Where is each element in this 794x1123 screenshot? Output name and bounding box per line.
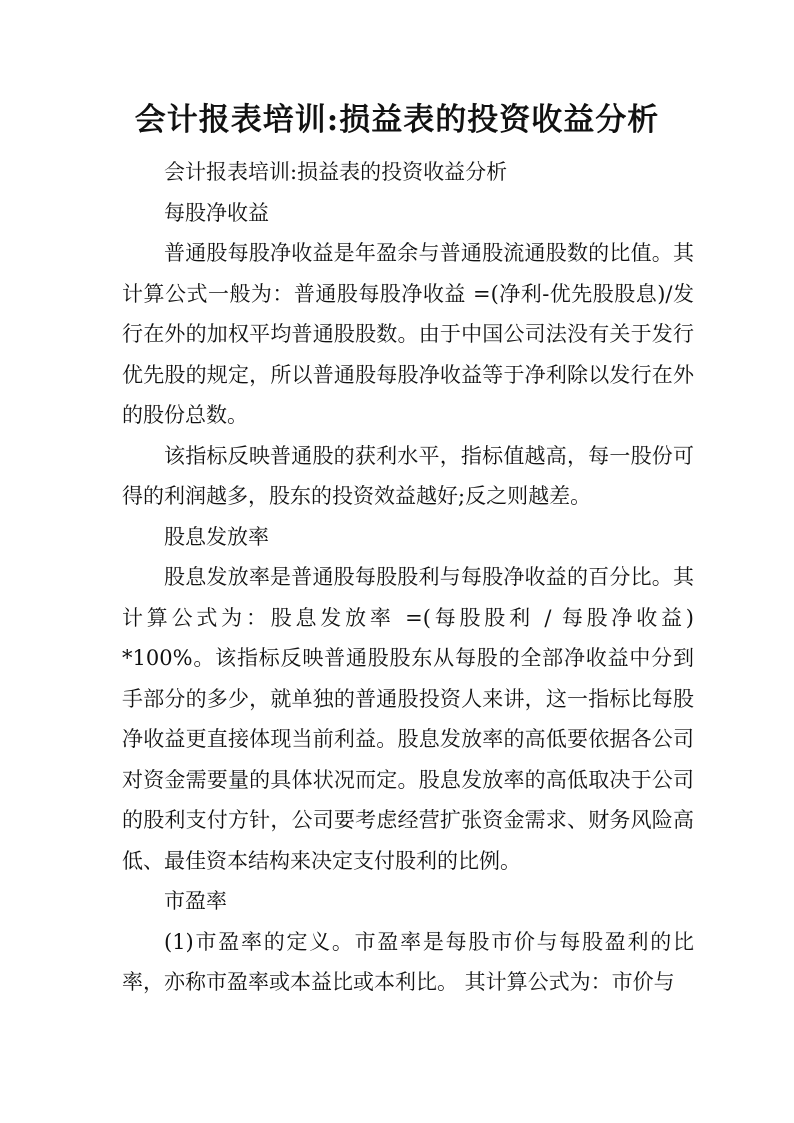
paragraph-subtitle: 会计报表培训:损益表的投资收益分析 (164, 160, 508, 184)
paragraph-heading-pe: 市盈率 (164, 889, 227, 913)
document-title: 会计报表培训:损益表的投资收益分析 (134, 102, 660, 138)
paragraph-eps-definition: 普通股每股净收益是年盈余与普通股流通股数的比值。其计算公式一般为：普通股每股净收益 =(净利-优先股股息)/发行在外的加权平均普通股股数。由于中国公司法没有关于发行优先股的规定，所以普通股每股净收益等于净利除以发行在外的股份总数。 (122, 241, 694, 427)
document-body (122, 152, 694, 1003)
paragraph-eps-meaning: 该指标反映普通股的获利水平，指标值越高，每一股份可得的利润越多，股东的投资效益越好;反之则越差。 (122, 443, 694, 508)
paragraph-payout-definition: 股息发放率是普通股每股股利与每股净收益的百分比。其计算公式为：股息发放率 =(每股股利 / 每股净收益) *100%。该指标反映普通股股东从每股的全部净收益中分到手部分的多少，就单独的普通股投资人来讲，这一指标比每股净收益更直接体现当前利益。股息发放率的高低要依据各公司对资金需要量的具体状况而定。股息发放率的高低取决于公司的股利支付方针，公司要考虑经营扩张资金需求、财务风险高低、最佳资本结构来决定支付股利的比例。 (122, 565, 694, 873)
paragraph-heading-payout: 股息发放率 (164, 524, 269, 549)
paragraph-heading-eps: 每股净收益 (164, 200, 269, 225)
paragraph-pe-definition: (1)市盈率的定义。市盈率是每股市价与每股盈利的比率，亦称市盈率或本益比或本利比。 其计算公式为：市价与 (122, 929, 694, 994)
